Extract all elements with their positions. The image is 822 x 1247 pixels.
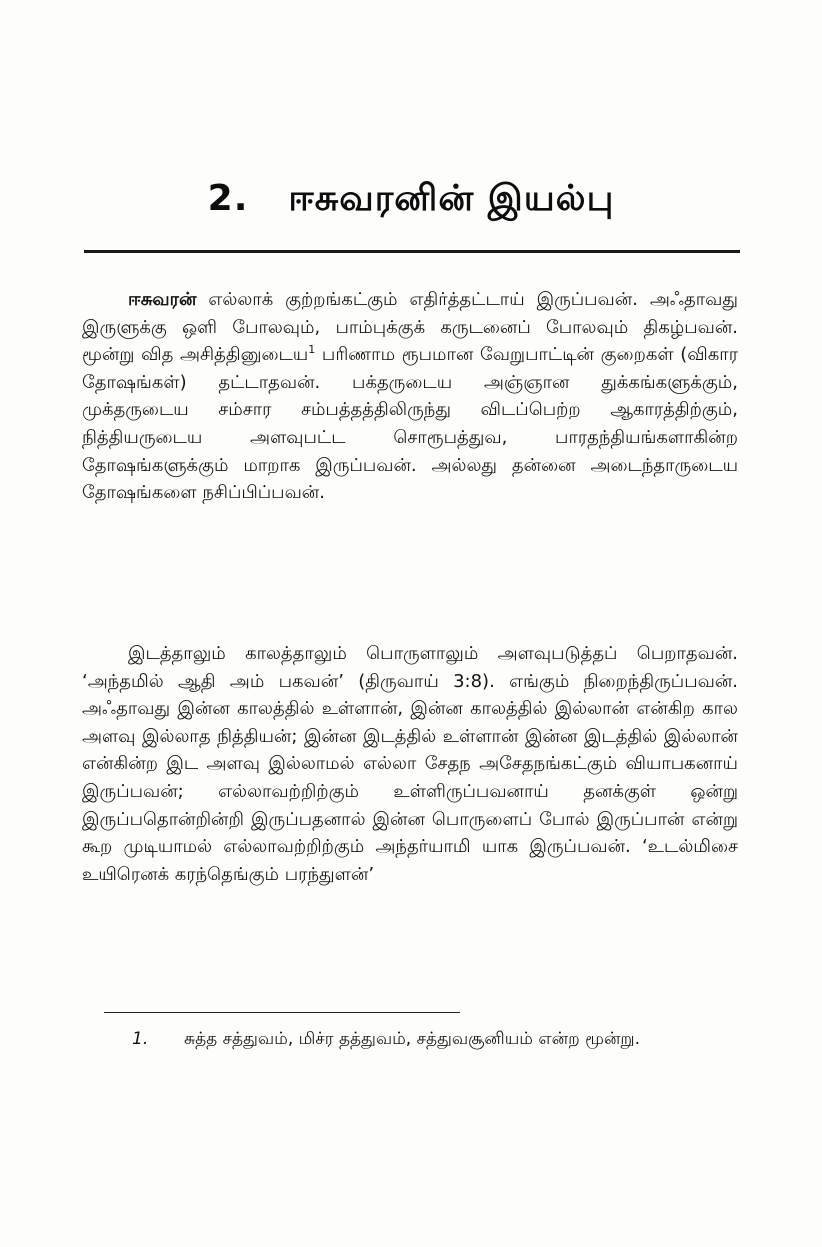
footnote-reference[interactable]: 1 <box>308 343 316 357</box>
chapter-title-text: ஈசுவரனின் இயல்பு <box>288 178 615 219</box>
paragraph-1-text-a: எல்லாக் குற்றங்கட்கும் எதிர்த்தட்டாய் இருப்பவன். அஃதாவது இருளுக்கு ஒளி போலவும், பாம்புக்குக் கருடனைப் போலவும் திகழ்பவன். மூன்று வித அசித்தினுடைய <box>82 289 738 366</box>
footnote-number: 1. <box>132 1029 149 1049</box>
paragraph-2 <box>82 640 738 888</box>
paragraph-2-text: இடத்தாலும் காலத்தாலும் பொருளாலும் அளவுபடுத்தப் பெறாதவன். ‘அந்தமில் ஆதி அம் பகவன்’ (திருவாய் 3:8). எங்கும் நிறைந்திருப்பவன். அஃதாவது இன்ன காலத்தில் உள்ளான், இன்ன காலத்தில் இல்லான் என்கிற கால அளவு இல்லாத நித்தியன்; இன்ன இடத்தில் உள்ளான் இன்ன இடத்தில் இல்லான் என்கின்ற இட அளவு இல்லாமல் எல்லா சேதந அசேதநங்கட்கும் வியாபகனாய் இருப்பவன்; எல்லாவற்றிற்கும் உள்ளிருப்பவனாய் தனக்குள் ஒன்று இருப்பதொன்றின்றி இருப்பதனால் இன்ன பொருளைப் போல் இருப்பான் என்று கூற முடியாமல் எல்லாவற்றிற்கும் அந்தர்யாமி யாக இருப்பவன். ‘உடல்மிசை உயிரெனக் கரந்தெங்கும் பரந்துளன்’ <box>82 643 738 885</box>
footnote <box>132 1026 752 1053</box>
footnote-divider <box>104 1012 460 1013</box>
paragraph-1 <box>82 286 738 507</box>
title-divider <box>84 250 740 253</box>
lead-word: ஈசுவரன் <box>128 289 197 310</box>
chapter-title <box>0 178 822 224</box>
footnote-text: சுத்த சத்துவம், மிச்ர தத்துவம், சத்துவசூனியம் என்ற மூன்று. <box>184 1029 641 1049</box>
chapter-number: 2. <box>207 178 249 219</box>
paragraph-1-text-b: பரிணாம ரூபமான வேறுபாட்டின் குறைகள் (விகார தோஷங்கள்) தட்டாதவன். பக்தருடைய அஞ்ஞான துக்கங்களுக்கும், முக்தருடைய சம்சார சம்பத்தத்திலிருந்து விடப்பெற்ற ஆகாரத்திற்கும், நித்தியருடைய அளவுபட்ட சொரூபத்துவ, பாரதந்தியங்களாகின்ற தோஷங்களுக்கும் மாறாக இருப்பவன். அல்லது தன்னை அடைந்தாருடைய தோஷங்களை நசிப்பிப்பவன். <box>82 344 738 504</box>
